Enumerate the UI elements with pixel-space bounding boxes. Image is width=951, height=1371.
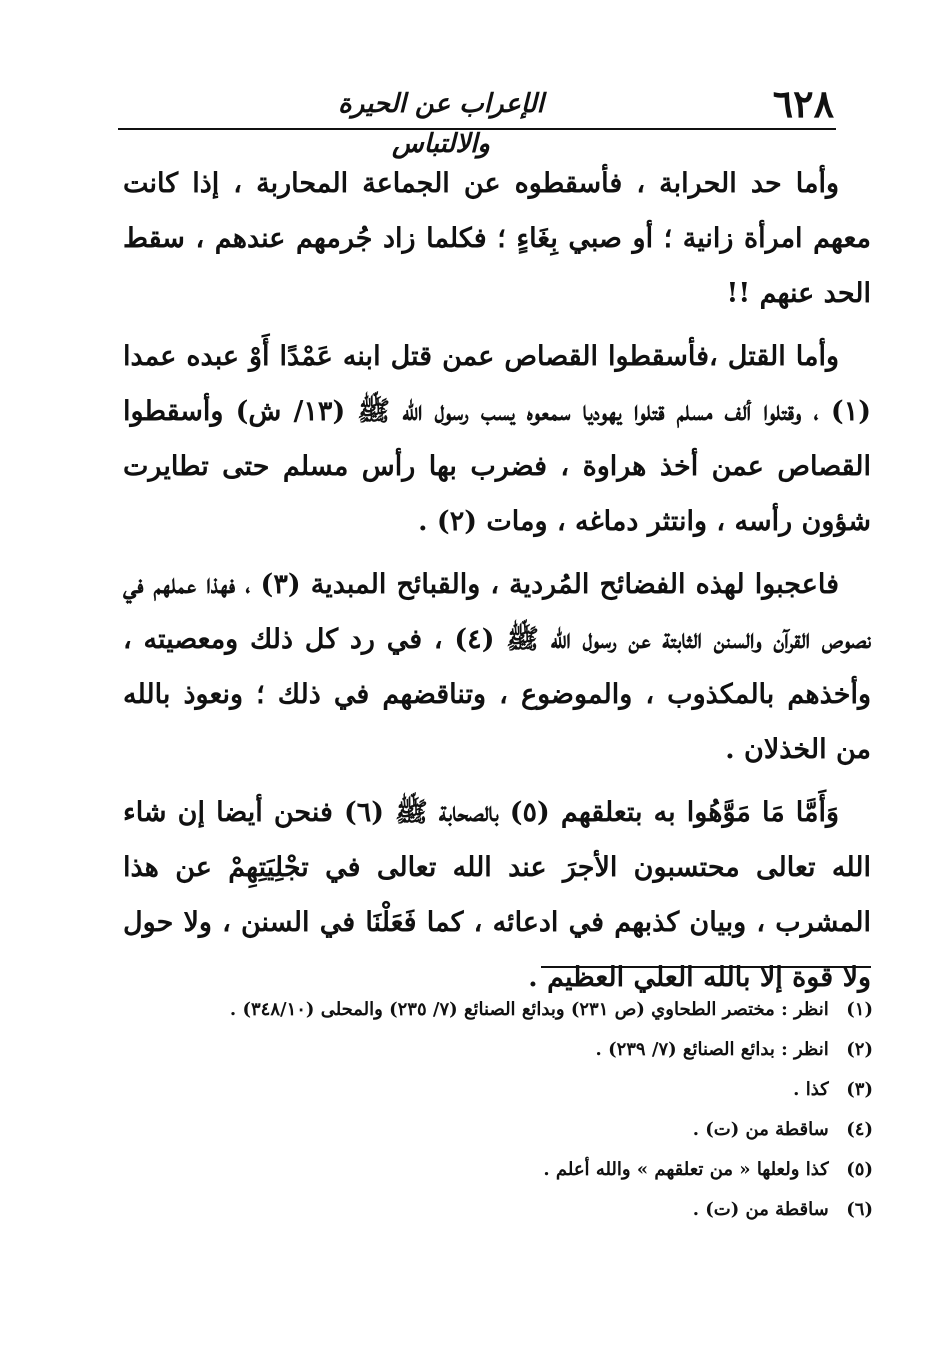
footnote [113, 1150, 873, 1190]
footnote [113, 1070, 873, 1110]
paragraph: وَأَمَّا مَا مَوَّهُوا به بتعلقهم (٥) بالصحابة ﷺ (٦) فنحن أيضا إن شاء الله تعالى محتسبون الأجرَ عند الله تعالى في تجْلِيَتِهِمْ عن هذا المشرب ، وبيان كذبهم في ادعائه ، كما فَعَلْنَا في السنن ، ولا حول ولا قوة إلا بالله العلي العظيم . [123, 797, 871, 993]
footnote-text: ساقطة من (ت) . [692, 1119, 829, 1140]
paragraph: فاعجبوا لهذه الفضائح المُردية ، والقبائح المبدية (٣) ، فهذا عملهم في نصوص القرآن والسنن الثابتة عن رسول الله ﷺ (٤) ، في رد كل ذلك ومعصيته ، وأخذهم بالمكذوب ، والموضوع ، وتناقضهم في ذلك ؛ ونعوذ بالله من الخذلان . [123, 569, 871, 765]
footnote-text: ساقطة من (ت) . [692, 1199, 829, 1220]
page-number: ٦٢٨ [772, 81, 834, 126]
footnote-text: كذا . [793, 1079, 829, 1100]
footnote-text: انظر : مختصر الطحاوي (ص ٢٣١) وبدائع الصنائع (٧/ ٢٣٥) والمحلى (٣٤٨/١٠) . [229, 999, 829, 1020]
footnote-text: كذا ولعلها « من تعلقهم » والله أعلم . [543, 1159, 829, 1180]
footnotes [113, 990, 873, 1230]
footnote-number: (٣) [846, 1079, 873, 1100]
footnote-number: (٦) [846, 1199, 873, 1220]
paragraph: وأما حد الحرابة ، فأسقطوه عن الجماعة المحاربة ، إذا كانت معهم امرأة زانية ؛ أو صبي بِغَاءٍ ؛ فكلما زاد جُرمهم عندهم ، سقط الحد عنهم !! [123, 168, 871, 309]
running-title: الإعراب عن الحيرة والالتباس [338, 89, 544, 159]
footnote [113, 1110, 873, 1150]
footnote [113, 1190, 873, 1230]
footnote-number: (٥) [846, 1159, 873, 1180]
footnote [113, 990, 873, 1030]
footnote-number: (١) [846, 999, 873, 1020]
page-header [118, 78, 836, 159]
footnote-number: (٢) [846, 1039, 873, 1060]
footnote [113, 1030, 873, 1070]
footnote-text: انظر : بدائع الصنائع (٧/ ٢٣٩) . [595, 1039, 829, 1060]
main-text [123, 156, 871, 1005]
footnote-separator [541, 966, 871, 968]
footnote-number: (٤) [846, 1119, 873, 1140]
paragraph: وأما القتل ،فأسقطوا القصاص عمن قتل ابنه عَمْدًا أَوْ عبده عمدا (١) ، وقتلوا ألف مسلم قتلوا يهوديا سمعوه يسب رسول الله ﷺ (١٣/ ش) وأسقطوا القصاص عمن أخذ هراوة ، فضرب بها رأس مسلم حتى تطايرت شؤون رأسه ، وانتثر دماغه ، ومات (٢) . [123, 341, 871, 537]
